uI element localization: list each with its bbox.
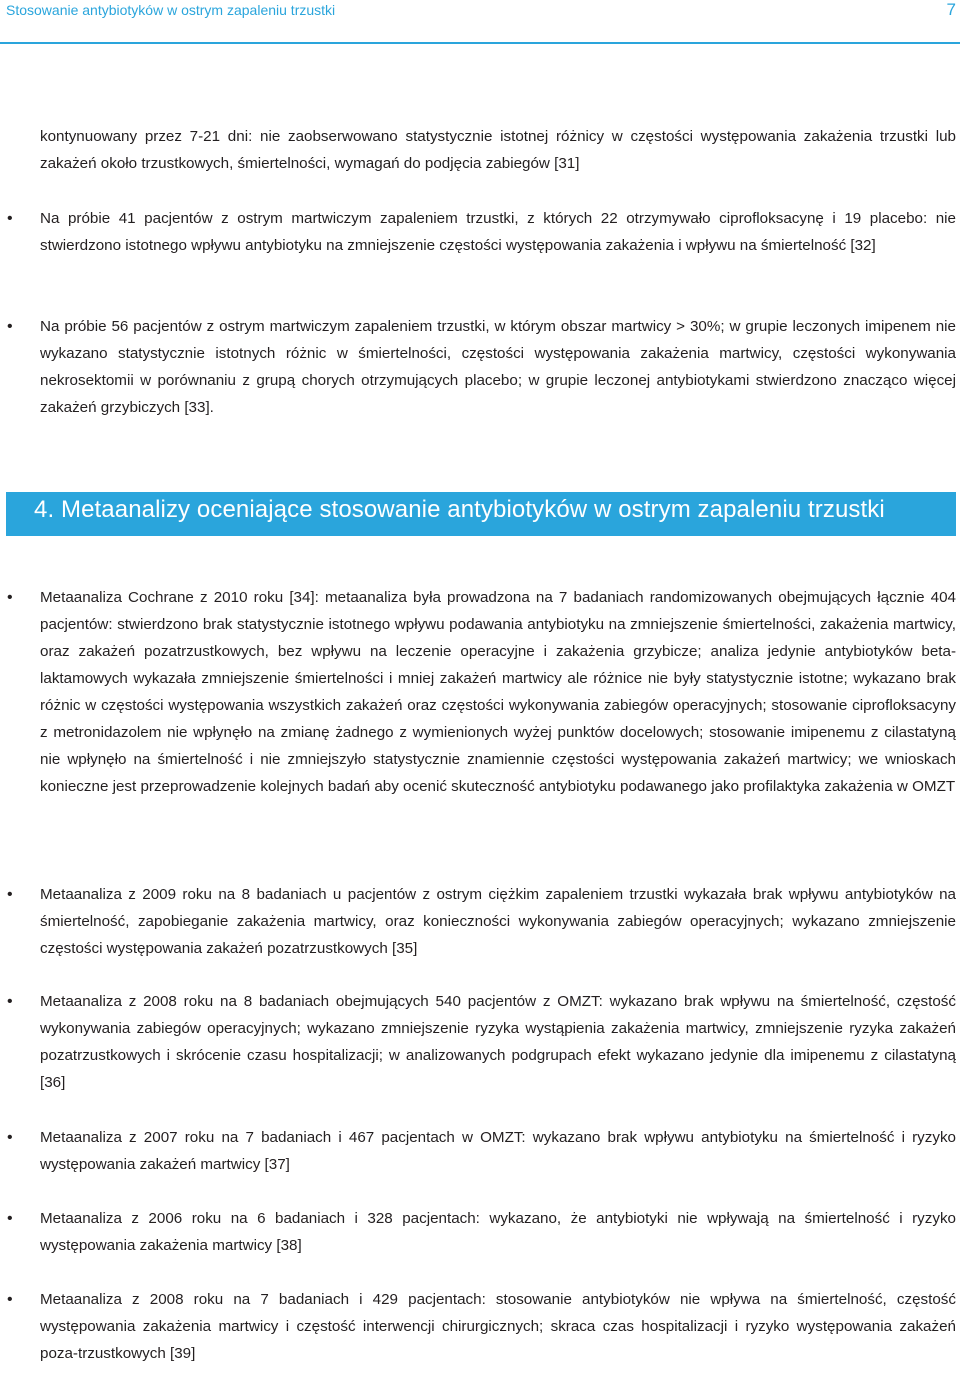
list-item-text: Metaanaliza z 2006 roku na 6 badaniach i 328 pacjentach: wykazano, że antybiotyki nie wpływają na śmiertelność i ryzyko występowania zakażenia martwicy [38]	[40, 1210, 956, 1254]
bullet-marker: •	[7, 589, 13, 606]
list-item	[7, 1205, 956, 1259]
section-heading	[34, 496, 885, 524]
list-item	[7, 205, 956, 259]
list-item-text: Na próbie 41 pacjentów z ostrym martwiczym zapaleniem trzustki, z których 22 otrzymywało ciprofloksacynę i 19 placebo: nie stwierdzono istotnego wpływu antybiotyku na zmniejszenie częstości występowania zakażenia i wpływu na śmiertelność [32]	[40, 210, 956, 254]
list-item	[7, 881, 956, 962]
list-item-text: Na próbie 56 pacjentów z ostrym martwiczym zapaleniem trzustki, w którym obszar martwicy > 30%; w grupie leczonych imipenem nie wykazano statystycznie istotnych różnic w śmiertelności, częstości występowania zakażenia martwicy, częstości wykonywania nekrosektomii w porównaniu z grupą chorych otrzymujących placebo; w grupie leczonej antybiotykami stwierdzono znacząco więcej zakażeń grzybiczych [33].	[40, 318, 956, 416]
list-item-text: Metaanaliza z 2008 roku na 8 badaniach obejmujących 540 pacjentów z OMZT: wykazano brak wpływu na śmiertelność, częstość wykonywania zabiegów operacyjnych; wykazano zmniejszenie ryzyka wystąpienia zakażenia martwicy, zmniejszenie ryzyka zakażeń pozatrzustkowych i skrócenie czasu hospitalizacji; w analizowanych podgrupach efekt wykazano jedynie dla imipenemu z cilastatyną [36]	[40, 993, 956, 1091]
section-number: 4.	[34, 496, 55, 523]
bullet-marker: •	[7, 886, 13, 903]
list-item-text: Metaanaliza z 2007 roku na 7 badaniach i 467 pacjentach w OMZT: wykazano brak wpływu antybiotyku na śmiertelność i ryzyko występowania zakażeń martwicy [37]	[40, 1129, 956, 1173]
intro-paragraph: kontynuowany przez 7-21 dni: nie zaobserwowano statystycznie istotnej różnicy w częstości występowania zakażenia trzustki lub zakażeń około trzustkowych, śmiertelności, wymagań do podjęcia zabiegów [31]	[40, 128, 956, 172]
bullet-marker: •	[7, 1129, 13, 1146]
list-item	[7, 313, 956, 421]
running-title: Stosowanie antybiotyków w ostrym zapaleniu trzustki	[6, 2, 336, 18]
list-item-text: Metaanaliza Cochrane z 2010 roku [34]: metaanaliza była prowadzona na 7 badaniach randomizowanych obejmujących łącznie 404 pacjentów: stwierdzono brak statystycznie istotnego wpływu podawania antybiotyku na zmniejszenie śmiertelności, zakażenia martwicy, oraz zakażeń pozatrzustkowych, bez wpływu na leczenie operacyjne i zakażenia grzybicze; analiza jedynie antybiotyków beta-laktamowych wykazała zmniejszenie śmiertelności i mniej zakażeń martwicy ale różnice nie były statystycznie istotne; wykazano brak różnic w częstości występowania wszystkich zakażeń oraz częstości wykonywania zabiegów operacyjnych; stosowanie ciprofloksacyny z metronidazolem nie wpłynęło na zmianę żadnego z wymienionych wyżej punktów docelowych; stosowanie imipenemu z cilastatyną nie wpłynęło na śmiertelność i nie zmniejszyło statystycznie znamiennie częstości występowania zakażeń martwicy; we wnioskach konieczne jest przeprowadzenie kolejnych badań aby ocenić skuteczność antybiotyku podawanego jako profilaktyka zakażenia w OMZT	[40, 589, 956, 795]
list-item	[7, 1286, 956, 1367]
bullet-marker: •	[7, 1291, 13, 1308]
page-number: 7	[946, 0, 956, 19]
list-item-text: Metaanaliza z 2009 roku na 8 badaniach u pacjentów z ostrym ciężkim zapaleniem trzustki wykazała brak wpływu antybiotyków na śmiertelność, zapobieganie zakażenia martwicy, oraz konieczności wykonywania zabiegów operacyjnych; wykazano zmniejszenie częstości występowania zakażeń pozatrzustkowych [35]	[40, 886, 956, 957]
bullet-marker: •	[7, 318, 13, 335]
running-header	[0, 0, 960, 44]
section-title: Metaanalizy oceniające stosowanie antybiotyków w ostrym zapaleniu trzustki	[61, 496, 885, 523]
bullet-marker: •	[7, 210, 13, 227]
list-item	[7, 988, 956, 1096]
bullet-marker: •	[7, 1210, 13, 1227]
section-banner	[6, 492, 956, 536]
list-item	[7, 584, 956, 800]
list-item-text: Metaanaliza z 2008 roku na 7 badaniach i 429 pacjentach: stosowanie antybiotyków nie wpływa na śmiertelność, częstość występowania zakażenia martwicy i częstość interwencji chirurgicznych; skraca czas hospitalizacji i ryzyko występowania zakażeń poza-trzustkowych [39]	[40, 1291, 956, 1362]
list-item	[7, 1124, 956, 1178]
bullet-marker: •	[7, 993, 13, 1010]
